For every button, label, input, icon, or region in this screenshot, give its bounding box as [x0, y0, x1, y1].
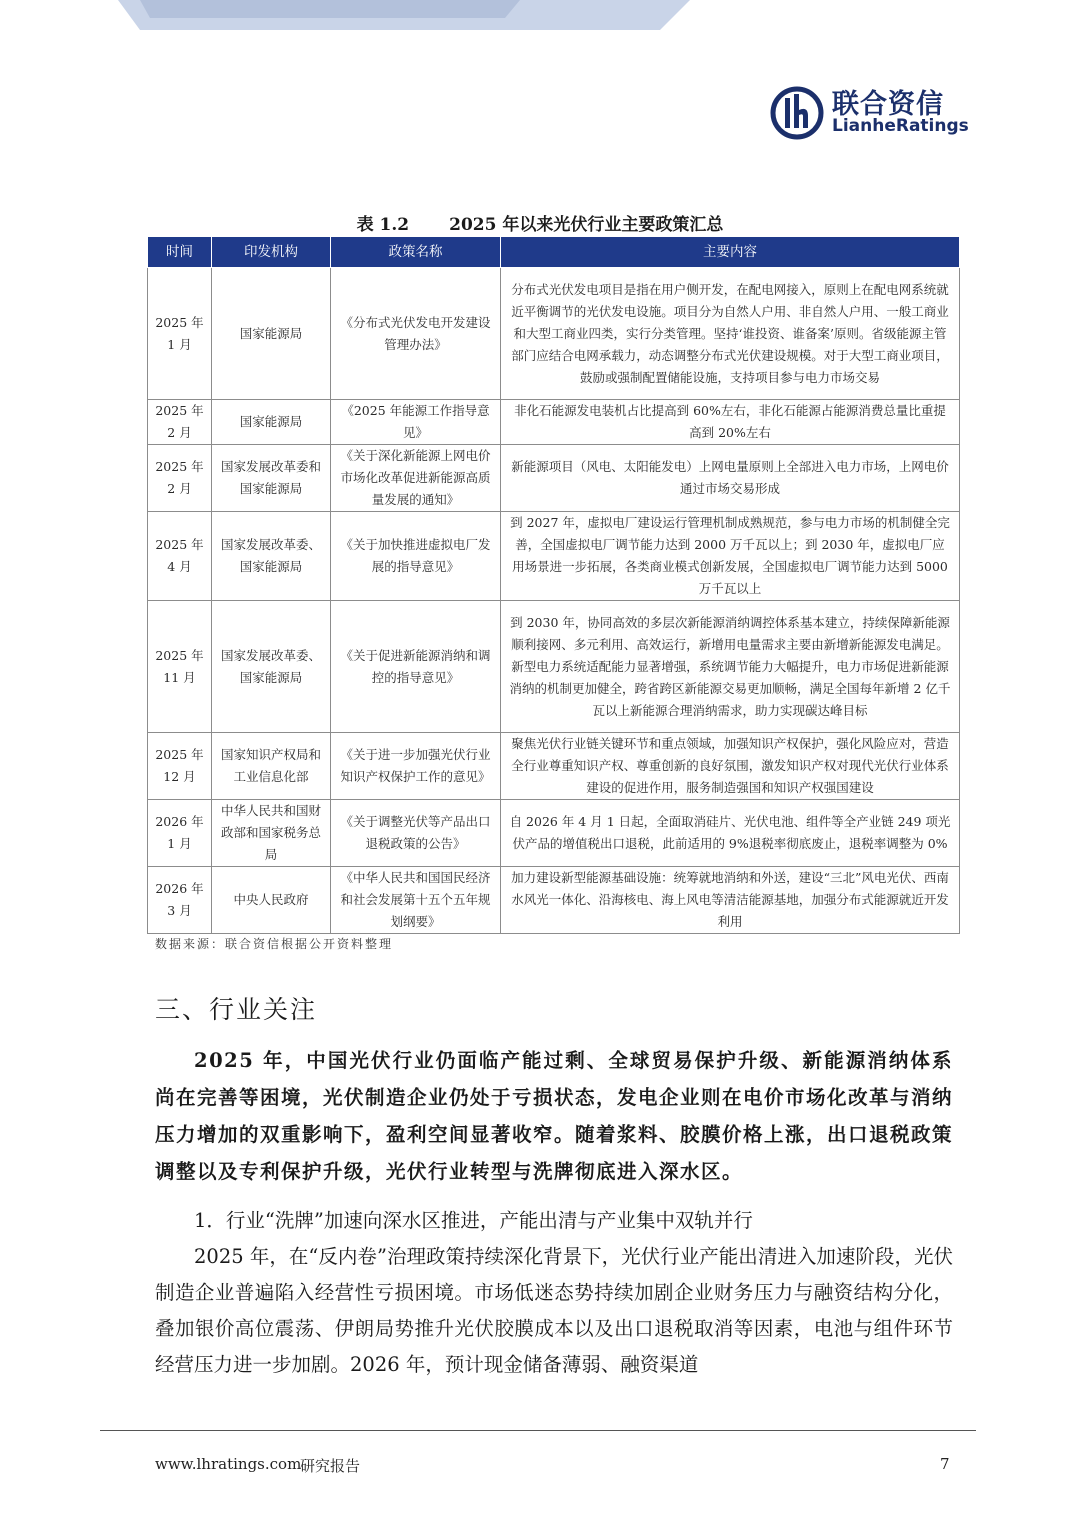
- cell-org: 国家发展改革委、国家能源局: [212, 512, 331, 601]
- logo-chinese-name: 联合资信: [832, 89, 944, 120]
- header-content: 主要内容: [501, 237, 960, 268]
- table-caption: [0, 210, 1080, 235]
- table-row: [148, 512, 960, 601]
- table-row: [148, 268, 960, 400]
- cell-org: 中央人民政府: [212, 867, 331, 934]
- header-time: 时间: [148, 237, 212, 268]
- cell-policy: 《关于加快推进虚拟电厂发展的指导意见》: [331, 512, 501, 601]
- table-source-note: 数据来源：联合资信根据公开资料整理: [155, 937, 394, 951]
- table-row: [148, 400, 960, 445]
- logo-english-name: LianheRatings: [832, 116, 969, 136]
- table-row: [148, 733, 960, 800]
- cell-org: 国家发展改革委、国家能源局: [212, 601, 331, 733]
- cell-content: 聚焦光伏行业链关键环节和重点领域，加强知识产权保护，强化风险应对，营造全行业尊重知识产权、尊重创新的良好氛围，激发知识产权对现代光伏行业体系建设的促进作用，服务制造强国和知识产权强国建设: [501, 733, 960, 800]
- cell-org: 国家知识产权局和工业信息化部: [212, 733, 331, 800]
- cell-policy: 《关于促进新能源消纳和调控的指导意见》: [331, 601, 501, 733]
- cell-content: 非化石能源发电装机占比提高到 60%左右，非化石能源占能源消费总量比重提高到 20%左右: [501, 400, 960, 445]
- cell-time: 2025 年 12 月: [148, 733, 212, 800]
- cell-org: 国家发展改革委和国家能源局: [212, 445, 331, 512]
- cell-time: 2026 年 3 月: [148, 867, 212, 934]
- table-row: [148, 601, 960, 733]
- cell-policy: 《分布式光伏发电开发建设管理办法》: [331, 268, 501, 400]
- header-policy: 政策名称: [331, 237, 501, 268]
- cell-policy: 《2025 年能源工作指导意见》: [331, 400, 501, 445]
- header-org: 印发机构: [212, 237, 331, 268]
- lianhe-logo-icon: [770, 86, 824, 140]
- cell-content: 到 2030 年，协同高效的多层次新能源消纳调控体系基本建立，持续保障新能源顺利接网、多元利用、高效运行，新增用电量需求主要由新增新能源发电满足。新型电力系统适配能力显著增强，系统调节能力大幅提升，电力市场促进新能源消纳的机制更加健全，跨省跨区新能源交易更加顺畅，满足全国每年新增 2 亿千瓦以上新能源合理消纳需求，助力实现碳达峰目标: [501, 601, 960, 733]
- cell-time: 2025 年 1 月: [148, 268, 212, 400]
- table-header-row: [148, 237, 960, 268]
- cell-time: 2026 年 1 月: [148, 800, 212, 867]
- table-caption-title: 2025 年以来光伏行业主要政策汇总: [449, 215, 724, 235]
- body-paragraph: 2025 年，在“反内卷”治理政策持续深化背景下，光伏行业产能出清进入加速阶段，光伏制造企业普遍陷入经营性亏损困境。市场低迷态势持续加剧企业财务压力与融资结构分化，叠加银价高位震荡、伊朗局势推升光伏胶膜成本以及出口退税取消等因素，电池与组件环节经营压力进一步加剧。2026 年，预计现金储备薄弱、融资渠道: [155, 1245, 953, 1376]
- table-caption-number: 表 1.2: [356, 215, 410, 235]
- lianhe-ratings-logo: [770, 82, 970, 142]
- policy-summary-table: [147, 236, 960, 934]
- subsection-heading: 1．行业“洗牌”加速向深水区推进，产能出清与产业集中双轨并行: [194, 1209, 753, 1232]
- cell-content: 到 2027 年，虚拟电厂建设运行管理机制成熟规范，参与电力市场的机制健全完善，全国虚拟电厂调节能力达到 2000 万千瓦以上；到 2030 年，虚拟电厂应用场景进一步拓展，各类商业模式创新发展，全国虚拟电厂调节能力达到 5000 万千瓦以上: [501, 512, 960, 601]
- footer-website-link[interactable]: www.lhratings.com: [155, 1455, 302, 1473]
- table-row: [148, 867, 960, 934]
- cell-org: 国家能源局: [212, 268, 331, 400]
- table-row: [148, 800, 960, 867]
- page-corner-decoration: [0, 0, 700, 34]
- cell-policy: 《关于进一步加强光伏行业知识产权保护工作的意见》: [331, 733, 501, 800]
- cell-content: 加力建设新型能源基础设施：统筹就地消纳和外送，建设“三北”风电光伏、西南水风光一体化、沿海核电、海上风电等清洁能源基地，加强分布式能源就近开发利用: [501, 867, 960, 934]
- cell-content: 自 2026 年 4 月 1 日起，全面取消硅片、光伏电池、组件等全产业链 249 项光伏产品的增值税出口退税，此前适用的 9%退税率彻底废止，退税率调整为 0%: [501, 800, 960, 867]
- cell-policy: 《关于深化新能源上网电价市场化改革促进新能源高质量发展的通知》: [331, 445, 501, 512]
- section-title: 三、行业关注: [155, 995, 318, 1024]
- cell-content: 分布式光伏发电项目是指在用户侧开发，在配电网接入，原则上在配电网系统就近平衡调节的光伏发电设施。项目分为自然人户用、非自然人户用、一般工商业和大型工商业四类，实行分类管理。坚持‘谁投资、谁备案’原则。省级能源主管部门应结合电网承载力，动态调整分布式光伏建设规模。对于大型工商业项目，鼓励或强制配置储能设施，支持项目参与电力市场交易: [501, 268, 960, 400]
- footer-report-label: 研究报告: [300, 1457, 361, 1475]
- table-row: [148, 445, 960, 512]
- cell-policy: 《中华人民共和国国民经济和社会发展第十五个五年规划纲要》: [331, 867, 501, 934]
- cell-time: 2025 年 2 月: [148, 400, 212, 445]
- section-summary-paragraph: 2025 年，中国光伏行业仍面临产能过剩、全球贸易保护升级、新能源消纳体系尚在完善等困境，光伏制造企业仍处于亏损状态，发电企业则在电价市场化改革与消纳压力增加的双重影响下，盈利空间显著收窄。随着浆料、胶膜价格上涨，出口退税政策调整以及专利保护升级，光伏行业转型与洗牌彻底进入深水区。: [155, 1049, 954, 1183]
- cell-time: 2025 年 11 月: [148, 601, 212, 733]
- cell-time: 2025 年 4 月: [148, 512, 212, 601]
- cell-org: 中华人民共和国财政部和国家税务总局: [212, 800, 331, 867]
- cell-policy: 《关于调整光伏等产品出口退税政策的公告》: [331, 800, 501, 867]
- cell-content: 新能源项目（风电、太阳能发电）上网电量原则上全部进入电力市场，上网电价通过市场交易形成: [501, 445, 960, 512]
- footer-divider: [100, 1430, 976, 1431]
- cell-time: 2025 年 2 月: [148, 445, 212, 512]
- cell-org: 国家能源局: [212, 400, 331, 445]
- page-number: 7: [940, 1455, 950, 1473]
